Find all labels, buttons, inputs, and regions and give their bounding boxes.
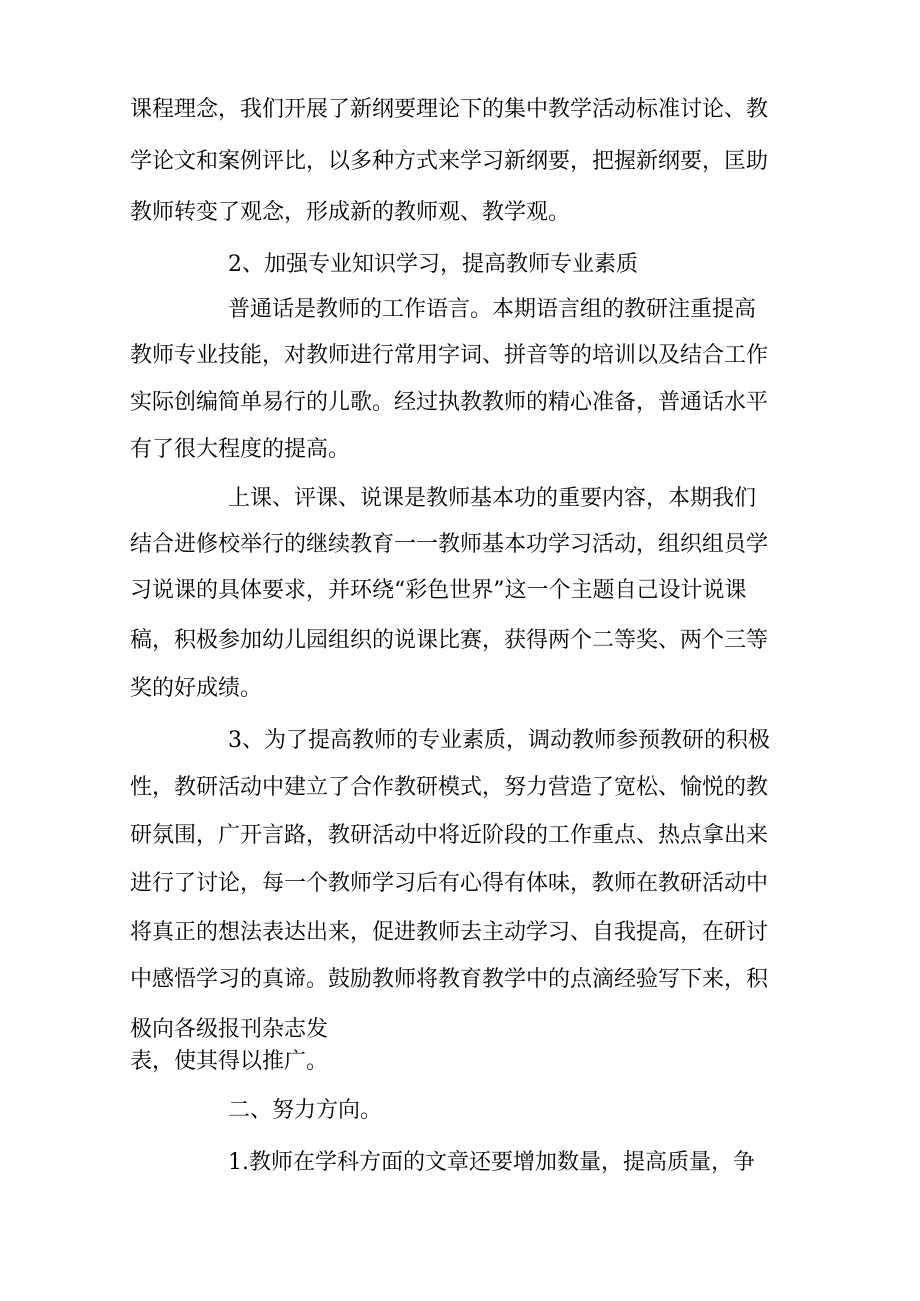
text-line: 中感悟学习的真谛。鼓励教师将教育教学中的点滴经验写下来，积 — [130, 967, 769, 992]
text-line: 3、为了提高教师的专业素质，调动教师参预教研的积极 — [228, 728, 770, 753]
text-line: 将真正的想法表达出来，促进教师去主动学习、自我提高，在研讨 — [130, 920, 769, 945]
text-line: 教师专业技能，对教师进行常用字词、拼音等的培训以及结合工作 — [130, 343, 769, 368]
text-line: 研氛围，广开言路，教研活动中将近阶段的工作重点、热点拿出来 — [130, 823, 769, 848]
text-line: 1.教师在学科方面的文章还要增加数量，提高质量，争 — [228, 1150, 755, 1175]
section-heading: 二、努力方向。 — [228, 1098, 383, 1123]
text-line: 实际创编简单易行的儿歌。经过执教教师的精心准备，普通话水平 — [130, 390, 769, 415]
text-line: 普通话是教师的工作语言。本期语言组的教研注重提高 — [228, 297, 757, 322]
text-line: 教师转变了观念，形成新的教师观、教学观。 — [130, 200, 571, 225]
section-heading: 2、加强专业知识学习，提高教师专业素质 — [228, 252, 638, 277]
text-line: 性，教研活动中建立了合作教研模式，努力营造了宽松、愉悦的教 — [130, 775, 769, 800]
text-line: 课程理念，我们开展了新纲要理论下的集中教学活动标准讨论、教 — [130, 97, 769, 122]
text-line: 奖的好成绩。 — [130, 676, 263, 701]
text-line: 有了很大程度的提高。 — [130, 437, 351, 462]
text-line: 学论文和案例评比，以多种方式来学习新纲要，把握新纲要，匡助 — [130, 149, 769, 174]
text-line: 习说课的具体要求，并环绕“彩色世界”这一个主题自己设计说课 — [130, 578, 747, 603]
text-line: 上课、评课、说课是教师基本功的重要内容，本期我们 — [228, 486, 757, 511]
text-line: 进行了讨论，每一个教师学习后有心得有体味，教师在教研活动中 — [130, 871, 769, 896]
text-line: 稿，积极参加幼儿园组织的说课比赛，获得两个二等奖、两个三等 — [130, 628, 769, 653]
text-line: 表，使其得以推广。 — [130, 1049, 329, 1074]
text-line: 极向各级报刊杂志发 — [130, 1017, 329, 1042]
text-line: 结合进修校举行的继续教育一一教师基本功学习活动，组织组员学 — [130, 532, 769, 557]
